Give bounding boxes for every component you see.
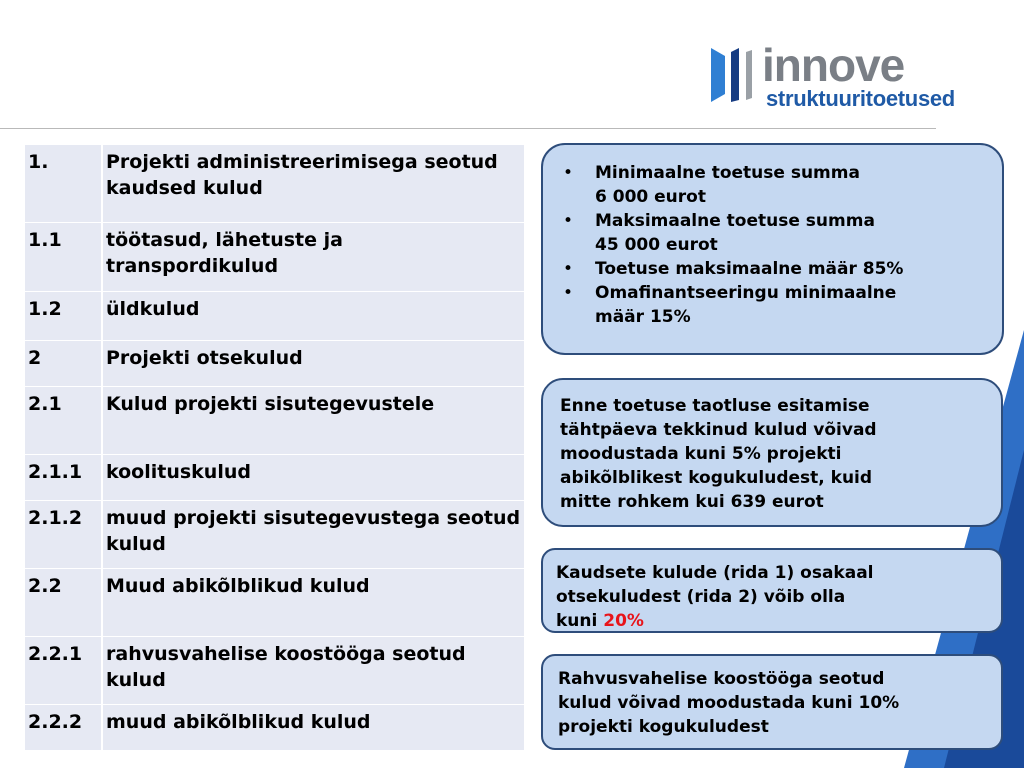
indirect-costs-prefix: kuni bbox=[556, 611, 604, 631]
table-row bbox=[25, 387, 524, 455]
row-number: 1.2 bbox=[25, 292, 102, 341]
support-item-line-2: 45 000 eurot bbox=[595, 235, 718, 255]
international-line-1: Rahvusvahelise koostööga seotud bbox=[558, 669, 885, 689]
pre-deadline-line-4: abikõlblikest kogukuludest, kuid bbox=[560, 468, 873, 488]
table-row bbox=[25, 501, 524, 569]
row-label: Projekti administreerimisega seotud kaudsed kulud bbox=[102, 145, 524, 223]
cost-table bbox=[25, 144, 524, 751]
support-amount-box bbox=[541, 143, 1004, 355]
support-list-item bbox=[563, 161, 984, 209]
row-number: 2.1.2 bbox=[25, 501, 102, 569]
row-label: Muud abikõlblikud kulud bbox=[102, 569, 524, 637]
pre-deadline-line-5: mitte rohkem kui 639 eurot bbox=[560, 492, 824, 512]
table-row bbox=[25, 292, 524, 341]
row-number: 1.1 bbox=[25, 223, 102, 292]
pre-deadline-costs-box bbox=[541, 378, 1003, 527]
bullet-icon: • bbox=[563, 211, 574, 231]
row-number: 2.1 bbox=[25, 387, 102, 455]
support-item-line-2: määr 15% bbox=[595, 307, 691, 327]
pre-deadline-line-2: tähtpäeva tekkinud kulud võivad bbox=[560, 420, 877, 440]
support-item-line-1: Maksimaalne toetuse summa bbox=[595, 211, 875, 231]
row-number: 2.2 bbox=[25, 569, 102, 637]
bullet-icon: • bbox=[563, 163, 574, 183]
header-divider bbox=[0, 128, 936, 129]
row-label: Kulud projekti sisutegevustele bbox=[102, 387, 524, 455]
row-number: 2.2.1 bbox=[25, 637, 102, 705]
support-list-item bbox=[563, 281, 984, 329]
row-label: töötasud, lähetuste ja transpordikulud bbox=[102, 223, 524, 292]
table-row bbox=[25, 145, 524, 223]
support-item-line-1: Omafinantseeringu minimaalne bbox=[595, 283, 897, 303]
table-row bbox=[25, 705, 524, 751]
bullet-icon: • bbox=[563, 259, 574, 279]
row-number: 2.1.1 bbox=[25, 455, 102, 501]
indirect-costs-percentage: 20% bbox=[603, 611, 644, 631]
table-row bbox=[25, 223, 524, 292]
bullet-icon: • bbox=[563, 283, 574, 303]
table-row bbox=[25, 569, 524, 637]
support-item-line-1: Minimaalne toetuse summa bbox=[595, 163, 860, 183]
international-cooperation-box bbox=[541, 654, 1003, 750]
row-number: 2.2.2 bbox=[25, 705, 102, 751]
international-line-2: kulud võivad moodustada kuni 10% bbox=[558, 693, 900, 713]
row-label: rahvusvahelise koostööga seotud kulud bbox=[102, 637, 524, 705]
row-label: koolituskulud bbox=[102, 455, 524, 501]
international-line-3: projekti kogukuludest bbox=[558, 717, 769, 737]
support-list-item bbox=[563, 209, 984, 257]
support-item-line-1: Toetuse maksimaalne määr 85% bbox=[595, 259, 904, 279]
indirect-costs-line-3 bbox=[556, 609, 987, 633]
row-number: 1. bbox=[25, 145, 102, 223]
indirect-costs-box bbox=[541, 548, 1003, 633]
pre-deadline-line-3: moodustada kuni 5% projekti bbox=[560, 444, 842, 464]
row-number: 2 bbox=[25, 341, 102, 387]
indirect-costs-line-1: Kaudsete kulude (rida 1) osakaal bbox=[556, 563, 874, 583]
row-label: üldkulud bbox=[102, 292, 524, 341]
row-label: muud abikõlblikud kulud bbox=[102, 705, 524, 751]
pre-deadline-line-1: Enne toetuse taotluse esitamise bbox=[560, 396, 870, 416]
support-amount-list bbox=[563, 161, 984, 329]
logo-brand-text: innove bbox=[762, 39, 905, 91]
support-list-item bbox=[563, 257, 984, 281]
innove-logo bbox=[708, 39, 998, 114]
table-row bbox=[25, 341, 524, 387]
indirect-costs-line-2: otsekuludest (rida 2) võib olla bbox=[556, 587, 846, 607]
logo-mark-icon bbox=[708, 42, 764, 104]
logo-subtitle: struktuuritoetused bbox=[766, 86, 955, 111]
table-row bbox=[25, 455, 524, 501]
row-label: muud projekti sisutegevustega seotud kulud bbox=[102, 501, 524, 569]
table-row bbox=[25, 637, 524, 705]
row-label: Projekti otsekulud bbox=[102, 341, 524, 387]
support-item-line-2: 6 000 eurot bbox=[595, 187, 706, 207]
